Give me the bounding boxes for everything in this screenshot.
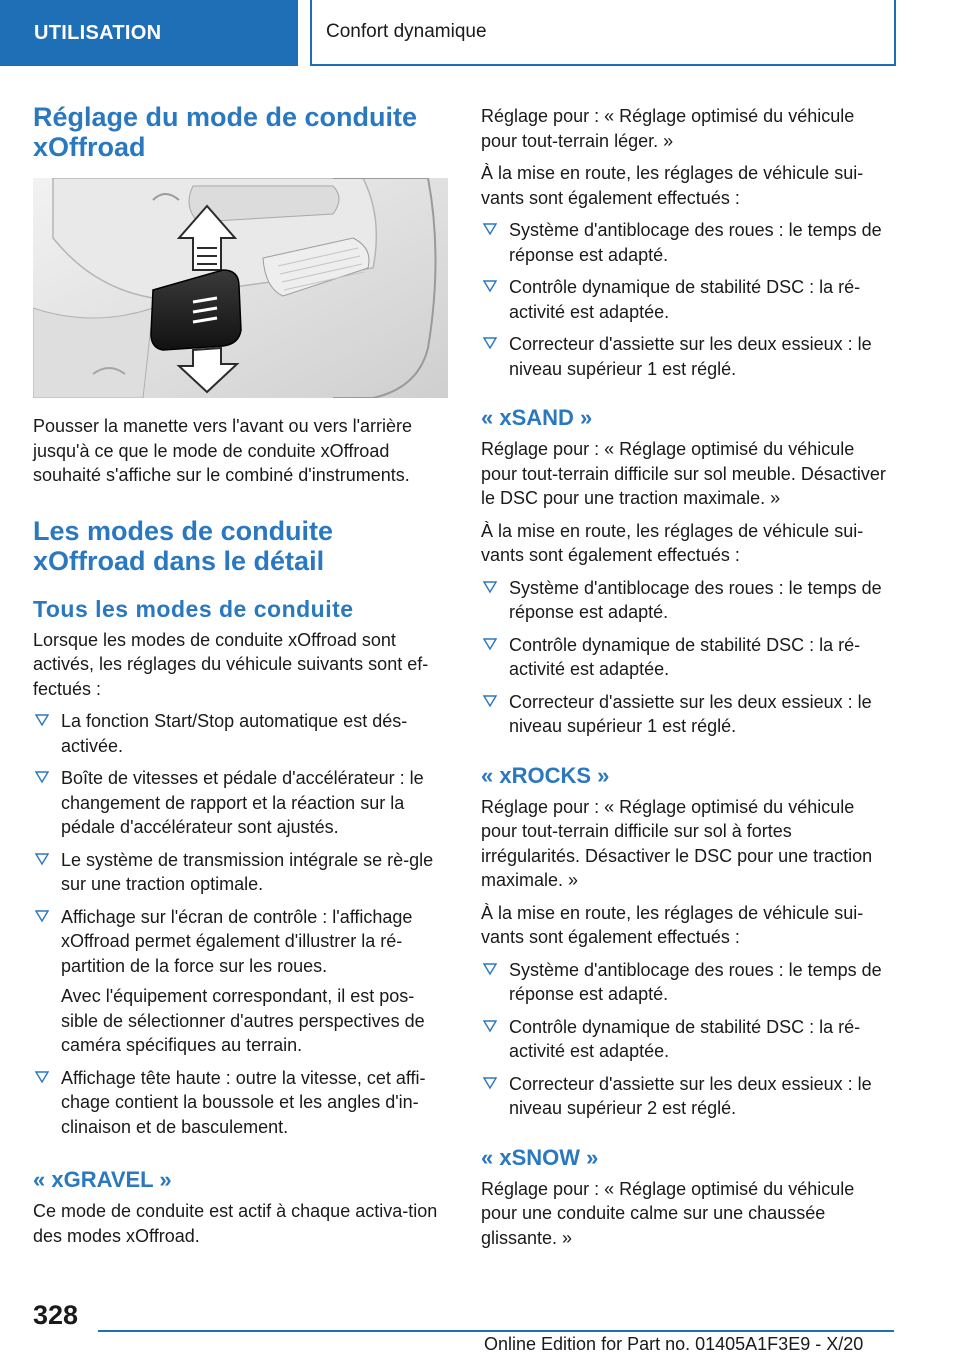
xsand-also-applied: À la mise en route, les réglages de véhicule sui-vants sont également effectués : [481, 520, 864, 565]
selector-switch-illustration [33, 178, 448, 398]
page-number: 328 [33, 1300, 79, 1330]
list-item: Contrôle dynamique de stabilité DSC : la ré-activité est adaptée. [481, 633, 893, 682]
setting-instructions: Pousser la manette vers l'avant ou vers l'arrière jusqu'à ce que le mode de conduite xOffroad souhaité s'affiche sur le combiné d'instruments. [33, 416, 413, 485]
list-item: Le système de transmission intégrale se rè-gle sur une traction optimale. [33, 848, 448, 897]
list-item: Correcteur d'assiette sur les deux essieux : le niveau supérieur 1 est réglé. [481, 690, 893, 739]
xsand-list [481, 576, 893, 739]
list-item: Affichage tête haute : outre la vitesse, cet affi-chage contient la boussole et les angles d'in-clinaison et de basculement. [33, 1066, 448, 1140]
hud-list [33, 1066, 448, 1140]
all-modes-intro: Lorsque les modes de conduite xOffroad sont activés, les réglages du véhicule suivants sont ef-fectués : [33, 629, 429, 699]
all-modes-list [33, 709, 448, 978]
section-title: UTILISATION [34, 21, 162, 44]
xsand-setting: Réglage pour : « Réglage optimisé du véhicule pour tout-terrain difficile sur sol meuble. Désactiver le DSC pour une traction maximale. » [481, 439, 886, 508]
selector-switch-drawing [33, 178, 448, 398]
list-item: La fonction Start/Stop automatique est dés-activée. [33, 709, 448, 758]
list-item: Système d'antiblocage des roues : le temps de réponse est adapté. [481, 576, 893, 625]
chapter-title: Confort dynamique [326, 21, 487, 42]
heading-all-modes: Tous les modes de conduite [33, 595, 354, 622]
chapter-tab [310, 0, 896, 66]
left-column [33, 102, 448, 1248]
xrocks-setting: Réglage pour : « Réglage optimisé du véhicule pour tout-terrain difficile sur sol à fortes irrégularités. Désactiver le DSC pour une traction maximale. » [481, 796, 873, 890]
section-tab [0, 0, 298, 66]
list-item: Affichage sur l'écran de contrôle : l'affichage xOffroad permet également d'illustrer la ré-partition de la force sur les roues. [33, 905, 448, 979]
heading-xsand: « xSAND » [481, 405, 593, 430]
right-column [481, 104, 893, 1250]
list-item: Contrôle dynamique de stabilité DSC : la ré-activité est adaptée. [481, 275, 893, 324]
footer-divider [98, 1330, 894, 1332]
xrocks-also-applied: À la mise en route, les réglages de véhicule sui-vants sont également effectués : [481, 902, 864, 947]
list-item: Boîte de vitesses et pédale d'accélérateur : le changement de rapport et la réaction sur la pédale d'accélérateur sont ajustés. [33, 766, 448, 840]
xrocks-list [481, 958, 893, 1121]
xgravel-description: Ce mode de conduite est actif à chaque activa-tion des modes xOffroad. [33, 1201, 438, 1246]
heading-xgravel: « xGRAVEL » [33, 1167, 172, 1192]
xgravel-list [481, 218, 893, 381]
xgravel-setting: Réglage pour : « Réglage optimisé du véhicule pour tout-terrain léger. » [481, 106, 855, 151]
list-item: Correcteur d'assiette sur les deux essieux : le niveau supérieur 1 est réglé. [481, 332, 893, 381]
list-item: Contrôle dynamique de stabilité DSC : la ré-activité est adaptée. [481, 1015, 893, 1064]
heading-setting-mode: Réglage du mode de conduite xOffroad [33, 102, 418, 162]
list-item: Système d'antiblocage des roues : le temps de réponse est adapté. [481, 958, 893, 1007]
heading-xsnow: « xSNOW » [481, 1144, 599, 1170]
xgravel-also-applied: À la mise en route, les réglages de véhicule sui-vants sont également effectués : [481, 163, 864, 208]
xsnow-setting: Réglage pour : « Réglage optimisé du véhicule pour une conduite calme sur une chaussée glissante. » [481, 1178, 855, 1248]
footer-edition: Online Edition for Part no. 01405A1F3E9 - X/20 [484, 1334, 864, 1354]
list-item: Système d'antiblocage des roues : le temps de réponse est adapté. [481, 218, 893, 267]
heading-modes-detail: Les modes de conduite xOffroad dans le détail [33, 515, 334, 576]
heading-xrocks: « xROCKS » [481, 762, 610, 788]
camera-perspective-note: Avec l'équipement correspondant, il est pos-sible de sélectionner d'autres perspectives de caméra spécifiques au terrain. [61, 986, 425, 1055]
list-item: Correcteur d'assiette sur les deux essieux : le niveau supérieur 2 est réglé. [481, 1072, 893, 1121]
